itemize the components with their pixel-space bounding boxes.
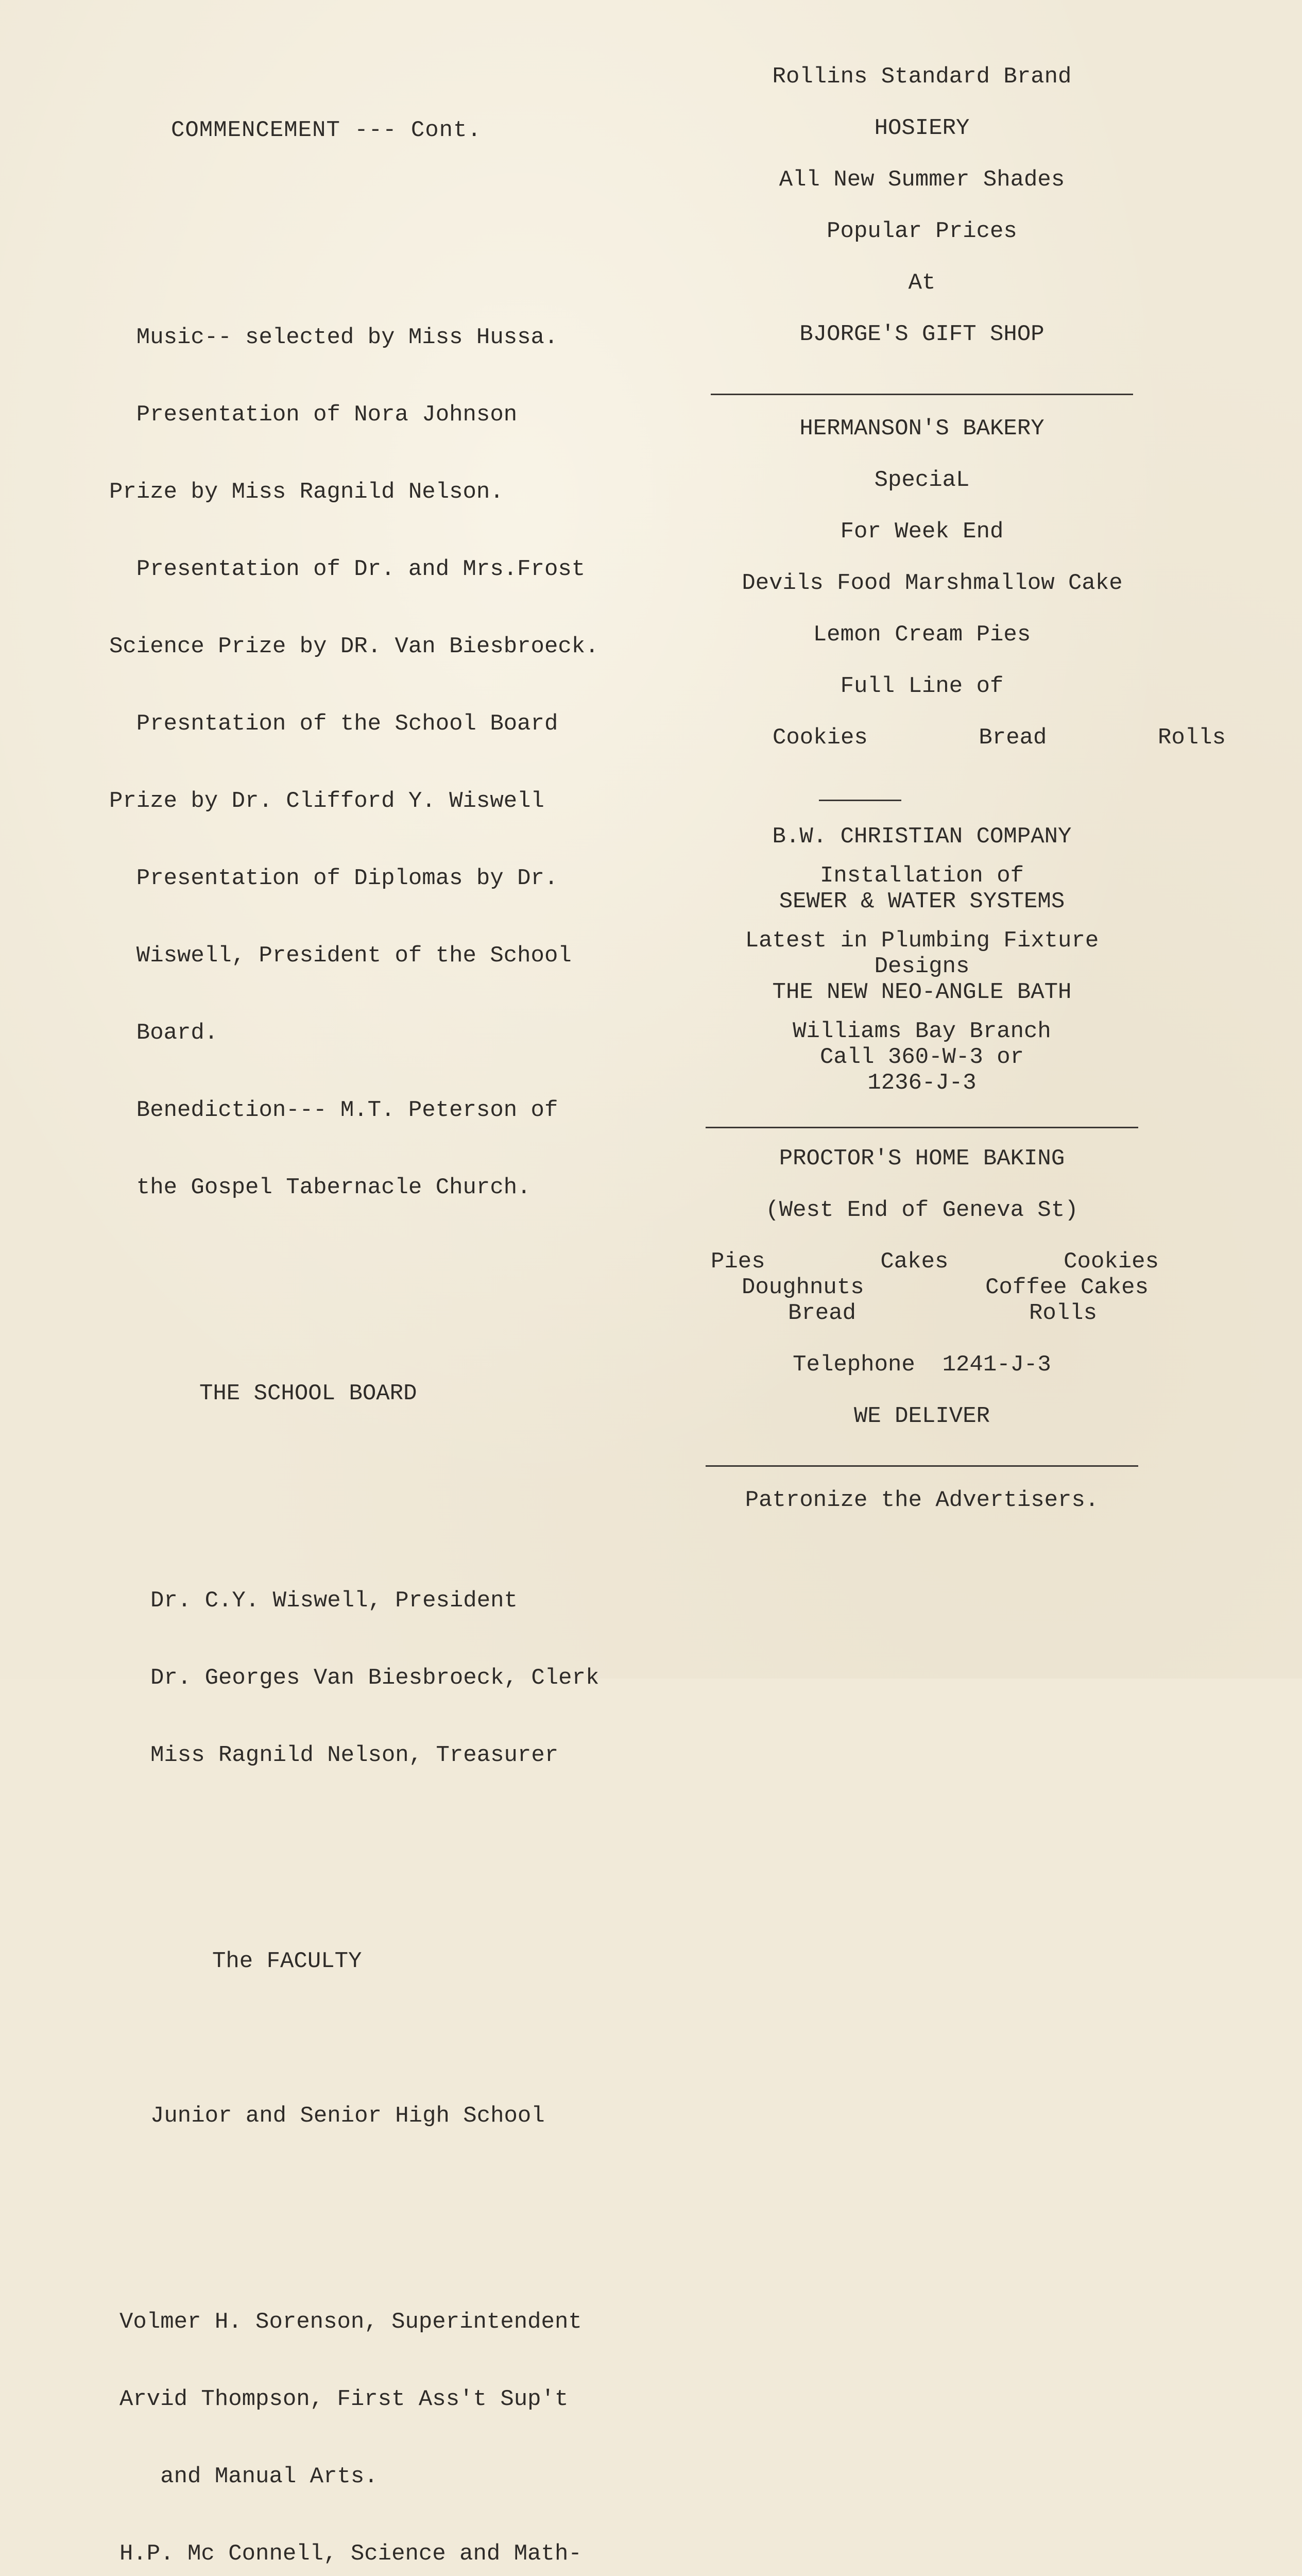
- commencement-line: Benediction--- M.T. Peterson of: [109, 1097, 558, 1123]
- hermanson-line: SpeciaL: [874, 467, 970, 493]
- faculty-list: [109, 2258, 717, 2576]
- christian-phone: Call 360-W-3 or: [819, 1044, 1024, 1070]
- christian-line: Designs: [874, 954, 970, 979]
- proctor-items-row: [742, 1275, 1149, 1300]
- commencement-line: Presentation of Nora Johnson: [109, 402, 518, 428]
- commencement-line: Presentation of Dr. and Mrs.Frost: [109, 556, 586, 582]
- proctor-ad: [690, 1146, 1159, 1429]
- left-column: [109, 66, 717, 2576]
- commencement-title: COMMENCEMENT --- Cont.: [171, 117, 482, 143]
- faculty-title: The FACULTY: [212, 1948, 362, 1974]
- bjorge-line: All New Summer Shades: [779, 167, 1065, 193]
- faculty-member: and Manual Arts.: [119, 2464, 378, 2489]
- bjorge-line: Rollins Standard Brand: [772, 64, 1072, 90]
- proctor-items-row: [711, 1249, 1159, 1275]
- hermanson-line: For Week End: [840, 519, 1004, 545]
- commencement-line: Presntation of the School Board: [109, 711, 558, 737]
- patronize-footer: Patronize the Advertisers.: [745, 1487, 1099, 1513]
- faculty-member: Volmer H. Sorenson, Superintendent: [119, 2309, 582, 2335]
- bjorge-line: Popular Prices: [827, 218, 1017, 244]
- faculty-member: Arvid Thompson, First Ass't Sup't: [119, 2386, 569, 2412]
- commencement-line: Prize by Dr. Clifford Y. Wiswell: [109, 788, 544, 814]
- christian-line: Williams Bay Branch: [793, 1019, 1051, 1044]
- christian-line: SEWER & WATER SYSTEMS: [779, 889, 1065, 914]
- hermanson-item: Rolls: [1157, 725, 1226, 751]
- christian-line: Latest in Plumbing Fixture: [745, 928, 1099, 954]
- proctor-delivery: WE DELIVER: [853, 1403, 990, 1429]
- commencement-line: Presentation of Diplomas by Dr.: [109, 866, 558, 891]
- proctor-item: Cookies: [1064, 1249, 1159, 1275]
- hermanson-items: [773, 725, 1226, 751]
- school-board-list: [109, 1536, 717, 1820]
- commencement-line: Prize by Miss Ragnild Nelson.: [109, 479, 504, 505]
- proctor-phone: Telephone 1241-J-3: [793, 1352, 1051, 1378]
- commencement-list: [109, 273, 717, 1252]
- hermanson-line: Devils Food Marshmallow Cake: [742, 570, 1123, 596]
- proctor-item: Rolls: [1029, 1300, 1097, 1326]
- faculty-member: H.P. Mc Connell, Science and Math-: [119, 2541, 582, 2567]
- christian-ad: [690, 824, 1154, 1096]
- hermanson-ad: [690, 416, 1226, 751]
- bjorge-line: HOSIERY: [874, 115, 970, 141]
- commencement-line: the Gospel Tabernacle Church.: [109, 1175, 531, 1200]
- proctor-line: (West End of Geneva St): [765, 1197, 1078, 1223]
- christian-title: B.W. CHRISTIAN COMPANY: [772, 824, 1072, 850]
- hermanson-title: HERMANSON'S BAKERY: [799, 416, 1044, 442]
- bjorge-line: At: [908, 270, 936, 296]
- school-board-member: Dr. C.Y. Wiswell, President: [150, 1588, 518, 1614]
- proctor-item: Doughnuts: [742, 1275, 864, 1300]
- proctor-item: Pies: [711, 1249, 765, 1275]
- christian-line: THE NEW NEO-ANGLE BATH: [772, 979, 1072, 1005]
- hermanson-line: Full Line of: [840, 673, 1004, 699]
- christian-line: Installation of: [819, 863, 1024, 889]
- hermanson-item: Bread: [979, 725, 1047, 751]
- christian-phone: 1236-J-3: [867, 1070, 976, 1096]
- hermanson-item: Cookies: [773, 725, 868, 751]
- school-board-title: THE SCHOOL BOARD: [199, 1381, 417, 1406]
- school-board-member: Dr. Georges Van Biesbroeck, Clerk: [150, 1665, 599, 1691]
- right-column: [690, 64, 1226, 1513]
- proctor-item: Coffee Cakes: [985, 1275, 1149, 1300]
- commencement-line: Science Prize by DR. Van Biesbroeck.: [109, 634, 599, 659]
- commencement-line: Music-- selected by Miss Hussa.: [109, 325, 558, 350]
- proctor-item: Bread: [788, 1300, 856, 1326]
- bjorge-shop-name: BJORGE'S GIFT SHOP: [799, 321, 1044, 347]
- proctor-item: Cakes: [880, 1249, 949, 1275]
- school-board-member: Miss Ragnild Nelson, Treasurer: [150, 1742, 559, 1768]
- proctor-items-row: [788, 1300, 1097, 1326]
- hermanson-line: Lemon Cream Pies: [813, 622, 1031, 648]
- bjorge-ad: [690, 64, 1154, 347]
- commencement-line: Board.: [109, 1020, 218, 1046]
- proctor-title: PROCTOR'S HOME BAKING: [779, 1146, 1065, 1172]
- faculty-subtitle: Junior and Senior High School: [150, 2103, 545, 2129]
- commencement-line: Wiswell, President of the School: [109, 943, 572, 969]
